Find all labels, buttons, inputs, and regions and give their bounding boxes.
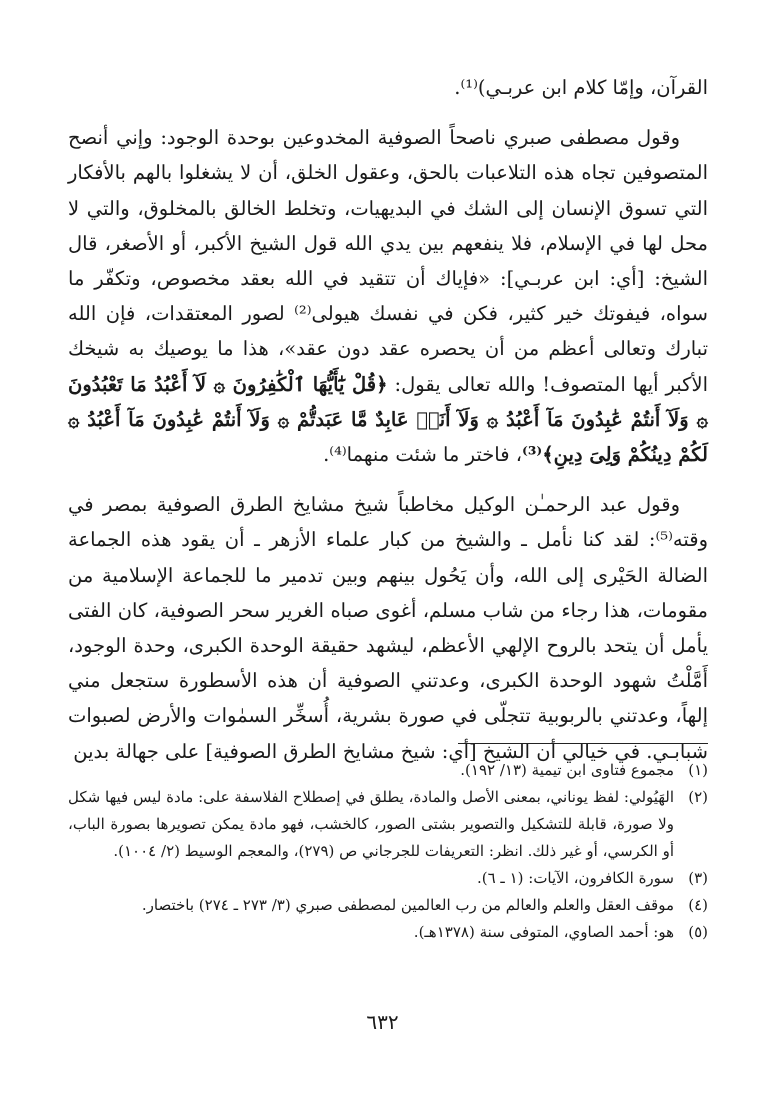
footnote-number: (٤) xyxy=(688,896,708,914)
paragraph-mustafa-sabri-text: وقول مصطفى صبري ناصحاً الصوفية المخدوعين بوحدة الوجود: وإني أنصح المتصوفين تجاه هذه التلاعبات بالحق، وعقول الخلق، أن لا يشغلوا بالهم بالأفكار التي تسوق الإنسان إلى الشك في البديهيات، وتخلط الخالق بالمخلوق، والتي لا محل لها في الإسلام، فلا ينفعهم بين يدي الله قول الشيخ الأكبر، أو الأصغر، قال الشيخ: [أي: ابن عربـي]: «فإياك أن تتقيد في الله بعقد مخصوص، وتكفّر ما سواه، فيفوتك خير كثير، فكن في نفسك هيولى⁽²⁾ لصور المعتقدات، فإن الله تبارك وتعالى أعظم من أن يحصره عقد دون عقد»، هذا ما يوصيك به شيخك الأكبر أيها المتصوف! والله تعالى يقول: xyxy=(68,126,708,396)
footnote-4 xyxy=(68,892,708,919)
paragraph-mustafa-sabri xyxy=(68,120,708,472)
quran-verses: ﴿قُلْ يَٰٓأَيُّهَا ٱلْكَٰفِرُونَ ۞ لَآ أَعْبُدُ مَا تَعْبُدُونَ ۞ وَلَآ أَنتُمْ عَٰبِدُونَ مَآ أَعْبُدُ ۞ وَلَآ أَنَا۠ عَابِدٌ مَّا عَبَدتُّمْ ۞ وَلَآ أَنتُمْ عَٰبِدُونَ مَآ أَعْبُدُ ۞ لَكُمْ دِينُكُمْ وَلِىَ دِينِ﴾⁽³⁾ xyxy=(68,372,708,467)
footnote-5 xyxy=(68,919,708,946)
paragraph-mustafa-sabri-end: ، فاختر ما شئت منهما⁽⁴⁾. xyxy=(323,443,523,467)
footnote-number: (١) xyxy=(688,761,708,779)
footnote-text: هو: أحمد الصاوي، المتوفى سنة (١٣٧٨هـ). xyxy=(413,923,674,941)
footnotes xyxy=(68,757,708,946)
footnote-text: موقف العقل والعلم والعالم من رب العالمين لمصطفى صبري (٣/ ٢٧٣ ـ ٢٧٤) باختصار. xyxy=(141,896,674,914)
page-body xyxy=(68,70,708,769)
footnote-number: (٣) xyxy=(688,869,708,887)
paragraph-quote-end: القرآن، وإمّا كلام ابن عربـي)⁽¹⁾. xyxy=(454,76,708,99)
footnote-3 xyxy=(68,865,708,892)
footnote-1 xyxy=(68,757,708,784)
footnote-text: الهَيُولي: لفظ يوناني، بمعنى الأصل والمادة، يطلق في إصطلاح الفلاسفة على: مادة ليس فيها شكل ولا صورة، قابلة للتشكيل والتصوير بشتى الصور، كالخشب، فهو مادة يمكن تصويرها بصورة الباب، أو الكرسي، أو غير ذلك. انظر: التعريفات للجرجاني ص (٢٧٩)، والمعجم الوسيط (٢/ ١٠٠٤). xyxy=(68,788,674,860)
footnote-number: (٢) xyxy=(688,788,708,806)
footnote-text: مجموع فتاوى ابن تيمية (١٣/ ١٩٢). xyxy=(460,761,674,779)
footnote-text: سورة الكافرون، الآيات: (١ ـ ٦). xyxy=(476,869,674,887)
footnote-number: (٥) xyxy=(688,923,708,941)
footnote-divider xyxy=(458,743,708,744)
paragraph-wakil: وقول عبد الرحمـٰن الوكيل مخاطباً شيخ مشايخ الطرق الصوفية بمصر في وقته⁽⁵⁾: لقد كنا نأمل ـ والشيخ من كبار علماء الأزهر ـ أن يقود هذه الجماعة الضالة الحَيْرى إلى الله، وأن يَحُول بينهم وبين تدمير ما للجماعة الإسلامية من مقومات، هذا رجاء من شاب مسلم، أغوى صباه الغرير سحر الصوفية، كان الفتى يأمل أن يتحد بالروح الإلهي الأعظم، ليشهد حقيقة الوحدة الكبرى، وحدة الوجود، أَمَّلْتُ شهود الوحدة الكبرى، وعدتني الصوفية أن هذه الأسطورة ستجعل مني إلهاً، وعدتني بالربوبية تتجلّى في صورة بشرية، أُسخِّر السمٰوات والأرض لصبوات شبابـي. في خيالي أن الشيخ [أي: شيخ مشايخ الطرق الصوفية] على جهالة بدين xyxy=(68,493,708,763)
page-number: ٦٣٢ xyxy=(366,1010,399,1034)
footnote-2 xyxy=(68,784,708,865)
